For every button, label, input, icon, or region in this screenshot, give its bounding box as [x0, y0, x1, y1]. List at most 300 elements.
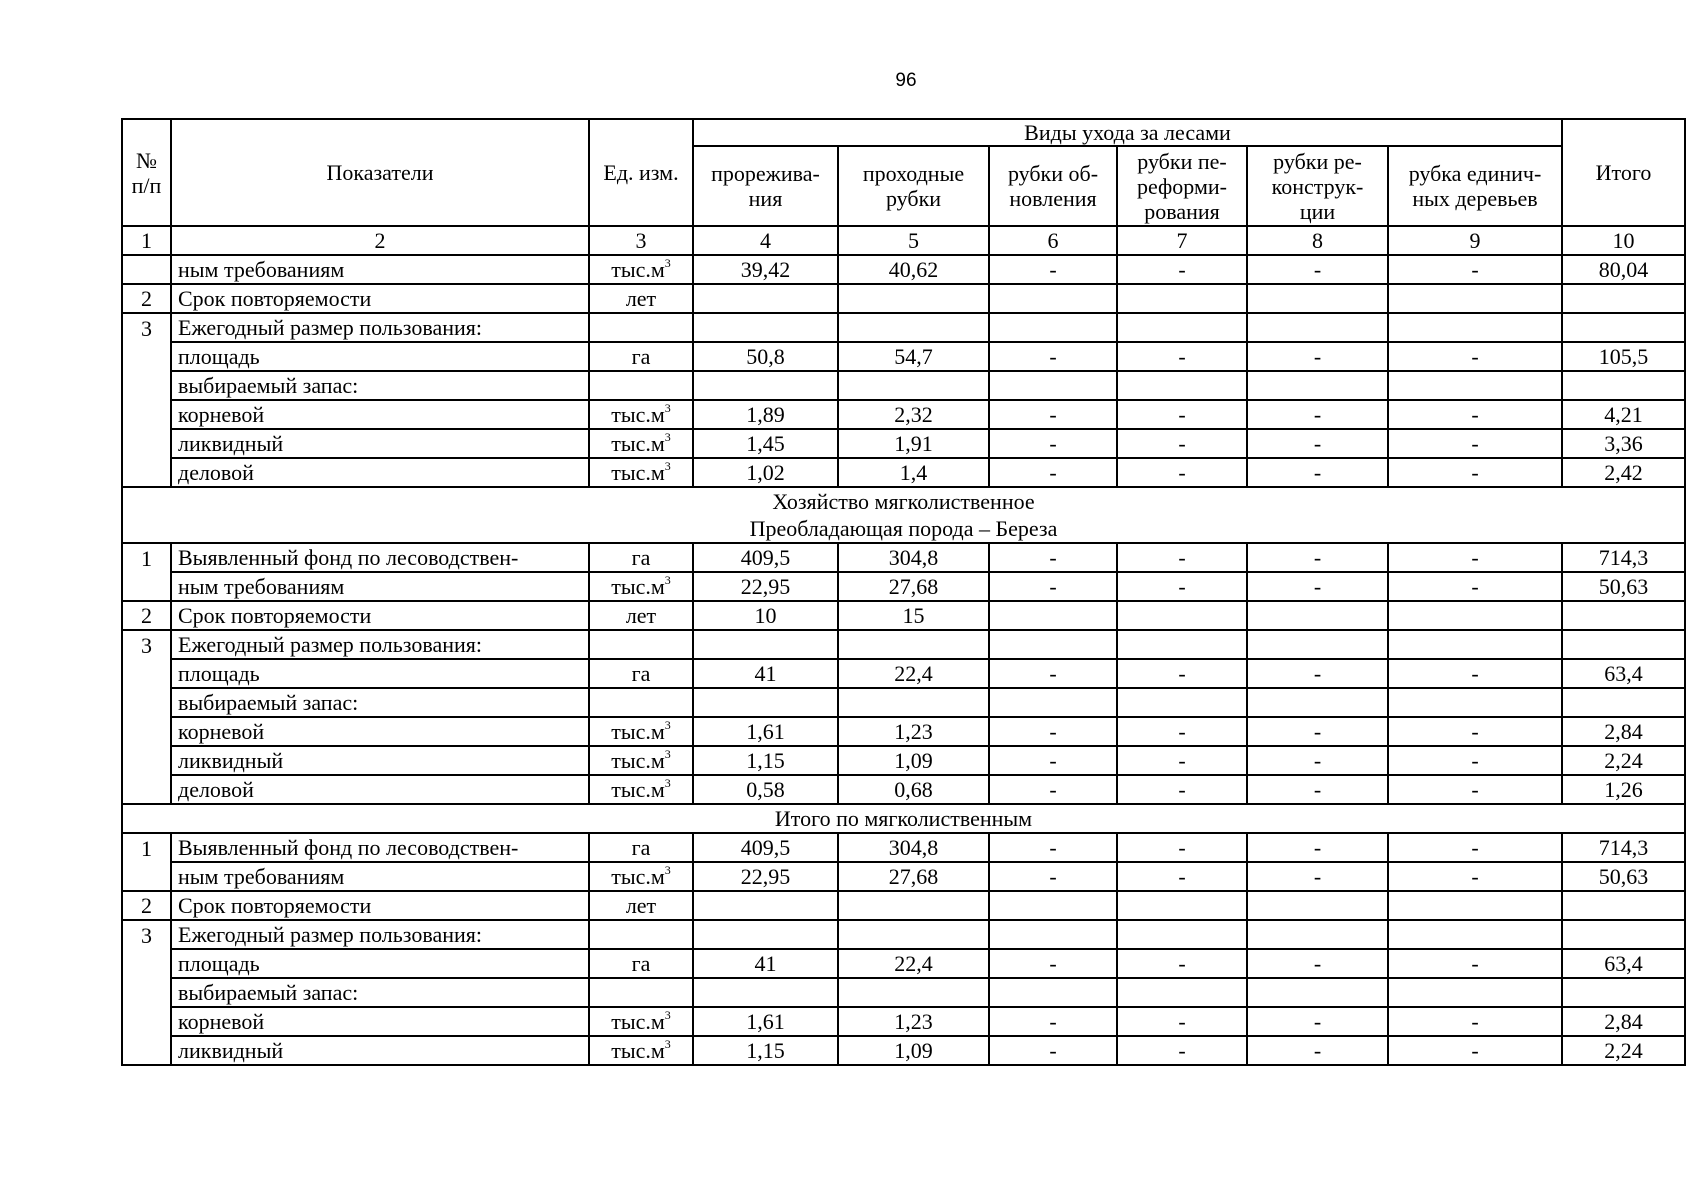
row-unit [589, 572, 693, 601]
table-row [122, 400, 1685, 429]
row-indicator: площадь [171, 342, 589, 371]
table-row [122, 458, 1685, 487]
table-row [122, 429, 1685, 458]
value-cell: - [1247, 775, 1388, 804]
row-number: 1 [122, 833, 171, 862]
header-kind: рубки об- новления [989, 146, 1117, 226]
row-indicator: деловой [171, 458, 589, 487]
row-indicator: ликвидный [171, 1036, 589, 1065]
unit-exponent: 3 [664, 1037, 671, 1051]
row-indicator: площадь [171, 949, 589, 978]
row-number [122, 429, 171, 458]
header-kind: прорежива- ния [693, 146, 838, 226]
value-cell: - [989, 949, 1117, 978]
row-number [122, 255, 171, 284]
value-cell [989, 630, 1117, 659]
table-row [122, 746, 1685, 775]
header-indicator: Показатели [171, 119, 589, 226]
row-unit [589, 543, 693, 572]
value-cell [989, 978, 1117, 1007]
value-cell [1117, 313, 1247, 342]
row-number: 3 [122, 920, 171, 949]
value-cell: - [1247, 543, 1388, 572]
column-number: 3 [589, 226, 693, 255]
value-cell: - [989, 775, 1117, 804]
value-cell [1388, 313, 1562, 342]
value-cell: - [989, 342, 1117, 371]
unit-text: лет [625, 603, 657, 628]
value-cell: 50,8 [693, 342, 838, 371]
table-row [122, 833, 1685, 862]
column-number: 9 [1388, 226, 1562, 255]
row-number: 3 [122, 313, 171, 342]
value-cell [1117, 630, 1247, 659]
header-num: № п/п [122, 119, 171, 226]
unit-exponent: 3 [664, 430, 671, 444]
value-cell: - [1247, 342, 1388, 371]
total-cell: 714,3 [1562, 833, 1685, 862]
value-cell [1388, 891, 1562, 920]
table-row [122, 313, 1685, 342]
unit-text: лет [625, 893, 657, 918]
value-cell: - [1388, 1036, 1562, 1065]
total-cell: 80,04 [1562, 255, 1685, 284]
row-indicator: выбираемый запас: [171, 688, 589, 717]
page-number: 96 [895, 70, 917, 91]
unit-text: тыс.м [611, 748, 665, 773]
value-cell: - [1247, 1007, 1388, 1036]
row-number [122, 400, 171, 429]
row-indicator: Ежегодный размер пользования: [171, 630, 589, 659]
value-cell: - [1117, 429, 1247, 458]
total-cell: 2,84 [1562, 717, 1685, 746]
row-number [122, 1036, 171, 1065]
value-cell [989, 920, 1117, 949]
table-row [122, 891, 1685, 920]
column-number: 5 [838, 226, 989, 255]
row-number [122, 746, 171, 775]
row-indicator: ным требованиям [171, 862, 589, 891]
value-cell [989, 313, 1117, 342]
value-cell [1247, 601, 1388, 630]
section-title: Преобладающая порода – Береза [122, 515, 1685, 543]
total-cell [1562, 688, 1685, 717]
total-cell: 63,4 [1562, 949, 1685, 978]
value-cell: 1,15 [693, 746, 838, 775]
row-unit [589, 717, 693, 746]
value-cell: 1,23 [838, 717, 989, 746]
total-cell [1562, 891, 1685, 920]
unit-text: тыс.м [611, 1038, 665, 1063]
value-cell: 1,02 [693, 458, 838, 487]
value-cell [1247, 688, 1388, 717]
column-number: 6 [989, 226, 1117, 255]
value-cell: - [1388, 458, 1562, 487]
unit-text: тыc.м [611, 574, 665, 599]
section-title: Хозяйство мягколиственное [122, 487, 1685, 515]
value-cell [838, 891, 989, 920]
value-cell [1388, 920, 1562, 949]
row-number [122, 775, 171, 804]
row-indicator: корневой [171, 717, 589, 746]
unit-text: га [631, 344, 651, 369]
unit-exponent: 3 [664, 718, 671, 732]
row-indicator: Срок повторяемости [171, 284, 589, 313]
row-number: 3 [122, 630, 171, 659]
value-cell [1117, 371, 1247, 400]
value-cell: 409,5 [693, 833, 838, 862]
value-cell: - [1388, 862, 1562, 891]
value-cell: 22,4 [838, 949, 989, 978]
value-cell [838, 313, 989, 342]
value-cell [989, 371, 1117, 400]
value-cell [1388, 688, 1562, 717]
column-number: 1 [122, 226, 171, 255]
value-cell: 1,61 [693, 1007, 838, 1036]
column-number: 8 [1247, 226, 1388, 255]
value-cell [989, 601, 1117, 630]
value-cell: 10 [693, 601, 838, 630]
unit-exponent: 3 [664, 256, 671, 270]
row-unit [589, 371, 693, 400]
row-unit [589, 746, 693, 775]
value-cell: - [1117, 255, 1247, 284]
row-unit [589, 601, 693, 630]
table-row [122, 284, 1685, 313]
row-indicator: ным требованиям [171, 572, 589, 601]
row-unit [589, 862, 693, 891]
column-number: 10 [1562, 226, 1685, 255]
value-cell [1247, 371, 1388, 400]
row-number [122, 572, 171, 601]
value-cell: - [1388, 255, 1562, 284]
value-cell: - [1388, 342, 1562, 371]
unit-text: тыс.м [611, 257, 665, 282]
value-cell [838, 688, 989, 717]
row-indicator: площадь [171, 659, 589, 688]
value-cell: - [1247, 717, 1388, 746]
value-cell [989, 688, 1117, 717]
value-cell [1117, 978, 1247, 1007]
row-unit [589, 630, 693, 659]
row-number [122, 978, 171, 1007]
unit-text: га [631, 951, 651, 976]
section-title: Итого по мягколиственным [122, 804, 1685, 833]
row-number: 1 [122, 543, 171, 572]
row-indicator: выбираемый запас: [171, 978, 589, 1007]
row-unit [589, 659, 693, 688]
value-cell [1117, 891, 1247, 920]
unit-text: тыс.м [611, 460, 665, 485]
value-cell: 15 [838, 601, 989, 630]
value-cell [1247, 313, 1388, 342]
value-cell: - [989, 862, 1117, 891]
table-body [122, 255, 1685, 1065]
value-cell: - [1117, 746, 1247, 775]
row-unit [589, 429, 693, 458]
value-cell: - [1117, 862, 1247, 891]
table-row [122, 659, 1685, 688]
value-cell: - [989, 746, 1117, 775]
unit-text: тыс.м [611, 719, 665, 744]
total-cell [1562, 313, 1685, 342]
value-cell: - [1117, 717, 1247, 746]
value-cell: 40,62 [838, 255, 989, 284]
table-row [122, 920, 1685, 949]
value-cell [989, 891, 1117, 920]
total-cell: 50,63 [1562, 862, 1685, 891]
unit-text: га [631, 545, 651, 570]
row-indicator: Срок повторяемости [171, 601, 589, 630]
value-cell: - [989, 400, 1117, 429]
value-cell: - [989, 255, 1117, 284]
row-number [122, 688, 171, 717]
value-cell: - [1117, 572, 1247, 601]
value-cell [693, 313, 838, 342]
row-indicator: выбираемый запас: [171, 371, 589, 400]
forest-care-table-wrapper [121, 118, 1686, 1066]
row-unit [589, 1007, 693, 1036]
value-cell: - [1247, 862, 1388, 891]
value-cell: - [1117, 833, 1247, 862]
value-cell: - [1388, 659, 1562, 688]
unit-exponent: 3 [664, 401, 671, 415]
value-cell: 1,45 [693, 429, 838, 458]
row-number [122, 949, 171, 978]
value-cell: - [1117, 400, 1247, 429]
value-cell [1117, 920, 1247, 949]
unit-text: га [631, 661, 651, 686]
row-indicator: деловой [171, 775, 589, 804]
table-row [122, 1007, 1685, 1036]
value-cell [1247, 978, 1388, 1007]
row-unit [589, 1036, 693, 1065]
value-cell: 1,89 [693, 400, 838, 429]
value-cell [1247, 630, 1388, 659]
total-cell: 105,5 [1562, 342, 1685, 371]
value-cell: 1,91 [838, 429, 989, 458]
value-cell: - [989, 833, 1117, 862]
value-cell: - [1388, 543, 1562, 572]
value-cell: - [989, 572, 1117, 601]
value-cell: 27,68 [838, 862, 989, 891]
value-cell: 41 [693, 949, 838, 978]
row-indicator: корневой [171, 1007, 589, 1036]
unit-text: тыс.м [611, 402, 665, 427]
header-total: Итого [1562, 119, 1685, 226]
value-cell [1117, 601, 1247, 630]
value-cell: 1,4 [838, 458, 989, 487]
row-unit [589, 775, 693, 804]
value-cell [838, 920, 989, 949]
value-cell: - [1388, 949, 1562, 978]
value-cell [1388, 284, 1562, 313]
value-cell [693, 688, 838, 717]
value-cell: - [1117, 543, 1247, 572]
row-number: 2 [122, 601, 171, 630]
value-cell [989, 284, 1117, 313]
total-cell: 1,26 [1562, 775, 1685, 804]
value-cell: 27,68 [838, 572, 989, 601]
table-row [122, 775, 1685, 804]
total-cell [1562, 630, 1685, 659]
row-number: 2 [122, 284, 171, 313]
row-unit [589, 833, 693, 862]
total-cell [1562, 601, 1685, 630]
total-cell: 2,24 [1562, 746, 1685, 775]
header-kind: рубка единич- ных деревьев [1388, 146, 1562, 226]
row-indicator: корневой [171, 400, 589, 429]
table-row [122, 572, 1685, 601]
unit-exponent: 3 [664, 459, 671, 473]
value-cell: 54,7 [838, 342, 989, 371]
row-unit [589, 342, 693, 371]
column-number: 4 [693, 226, 838, 255]
section-row [122, 487, 1685, 515]
unit-exponent: 3 [664, 573, 671, 587]
total-cell [1562, 920, 1685, 949]
value-cell: - [1247, 659, 1388, 688]
value-cell: 41 [693, 659, 838, 688]
row-unit [589, 891, 693, 920]
total-cell: 4,21 [1562, 400, 1685, 429]
total-cell: 63,4 [1562, 659, 1685, 688]
row-indicator: Ежегодный размер пользования: [171, 313, 589, 342]
value-cell: 1,09 [838, 746, 989, 775]
value-cell [1117, 688, 1247, 717]
total-cell: 2,42 [1562, 458, 1685, 487]
value-cell: 22,4 [838, 659, 989, 688]
row-indicator: Срок повторяемости [171, 891, 589, 920]
row-unit [589, 920, 693, 949]
unit-exponent: 3 [664, 1008, 671, 1022]
row-number [122, 717, 171, 746]
row-number [122, 659, 171, 688]
value-cell: - [1117, 1007, 1247, 1036]
value-cell: - [1388, 572, 1562, 601]
unit-exponent: 3 [664, 776, 671, 790]
value-cell: - [1388, 717, 1562, 746]
table-row [122, 371, 1685, 400]
table-row [122, 342, 1685, 371]
value-cell [1247, 920, 1388, 949]
value-cell: 0,68 [838, 775, 989, 804]
row-indicator: Выявленный фонд по лесоводствен- [171, 833, 589, 862]
value-cell: 22,95 [693, 862, 838, 891]
value-cell [1388, 601, 1562, 630]
value-cell: 1,23 [838, 1007, 989, 1036]
row-unit [589, 284, 693, 313]
row-indicator: ликвидный [171, 429, 589, 458]
unit-exponent: 3 [664, 747, 671, 761]
row-indicator: ным требованиям [171, 255, 589, 284]
value-cell: - [989, 659, 1117, 688]
value-cell: - [1247, 458, 1388, 487]
value-cell: - [1117, 949, 1247, 978]
value-cell: - [1117, 659, 1247, 688]
row-unit [589, 458, 693, 487]
row-number [122, 371, 171, 400]
table-row [122, 717, 1685, 746]
total-cell [1562, 978, 1685, 1007]
value-cell: - [1247, 1036, 1388, 1065]
value-cell [1388, 371, 1562, 400]
row-unit [589, 400, 693, 429]
header-unit: Ед. изм. [589, 119, 693, 226]
value-cell: - [989, 458, 1117, 487]
value-cell: 2,32 [838, 400, 989, 429]
value-cell: - [1388, 1007, 1562, 1036]
header-kind: рубки пе- реформи- рования [1117, 146, 1247, 226]
header-kind: проходные рубки [838, 146, 989, 226]
table-row [122, 255, 1685, 284]
value-cell [1247, 284, 1388, 313]
value-cell: - [1117, 342, 1247, 371]
value-cell: - [1388, 746, 1562, 775]
header-kind: рубки ре- конструк- ции [1247, 146, 1388, 226]
value-cell: - [989, 429, 1117, 458]
value-cell [1388, 630, 1562, 659]
row-number: 2 [122, 891, 171, 920]
unit-exponent: 3 [664, 863, 671, 877]
total-cell: 50,63 [1562, 572, 1685, 601]
value-cell: - [1117, 458, 1247, 487]
value-cell: - [1388, 833, 1562, 862]
table-row [122, 688, 1685, 717]
value-cell: - [1388, 429, 1562, 458]
value-cell: - [1117, 775, 1247, 804]
table-row [122, 1036, 1685, 1065]
value-cell: - [1388, 775, 1562, 804]
value-cell [1388, 978, 1562, 1007]
row-unit [589, 688, 693, 717]
table-header [122, 119, 1685, 255]
value-cell: 0,58 [693, 775, 838, 804]
unit-text: лет [625, 286, 657, 311]
unit-text: тыс.м [611, 431, 665, 456]
value-cell: 1,61 [693, 717, 838, 746]
value-cell: - [1117, 1036, 1247, 1065]
row-number [122, 458, 171, 487]
value-cell: - [1388, 400, 1562, 429]
row-indicator: ликвидный [171, 746, 589, 775]
unit-text: тыс.м [611, 777, 665, 802]
total-cell: 3,36 [1562, 429, 1685, 458]
total-cell: 2,84 [1562, 1007, 1685, 1036]
section-row [122, 515, 1685, 543]
table-row [122, 630, 1685, 659]
unit-text: тыс.м [611, 864, 665, 889]
value-cell [693, 630, 838, 659]
header-care-group: Виды ухода за лесами [693, 119, 1562, 146]
value-cell: 22,95 [693, 572, 838, 601]
forest-care-table [121, 118, 1686, 1066]
row-indicator: Ежегодный размер пользования: [171, 920, 589, 949]
total-cell: 714,3 [1562, 543, 1685, 572]
row-unit [589, 313, 693, 342]
value-cell: - [1247, 949, 1388, 978]
unit-text: га [631, 835, 651, 860]
value-cell [693, 891, 838, 920]
column-number: 2 [171, 226, 589, 255]
table-row [122, 949, 1685, 978]
value-cell: 304,8 [838, 833, 989, 862]
row-number [122, 1007, 171, 1036]
value-cell: 409,5 [693, 543, 838, 572]
value-cell [838, 284, 989, 313]
value-cell [1247, 891, 1388, 920]
total-cell [1562, 371, 1685, 400]
